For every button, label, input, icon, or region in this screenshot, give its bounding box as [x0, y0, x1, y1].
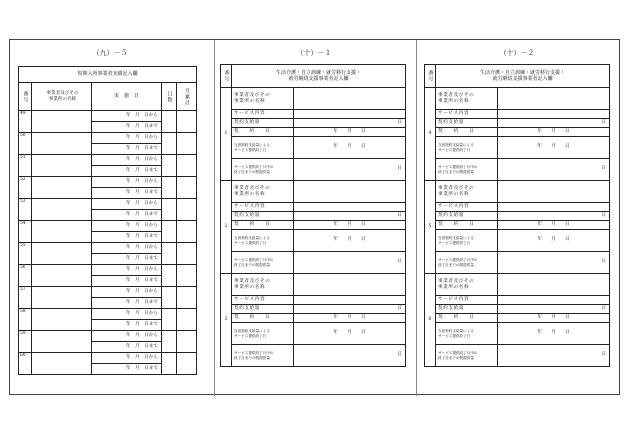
contract-amount-label: 契約支給量 [436, 305, 498, 314]
provider-value[interactable] [294, 88, 406, 110]
provider-cell[interactable] [32, 199, 92, 221]
entry-contract-date-row [425, 314, 610, 323]
row-number: 57 [19, 287, 32, 309]
divider-right [416, 40, 417, 396]
entry-used-amount-row [425, 345, 610, 367]
entry-provider-row [425, 274, 610, 296]
date-from-cell[interactable]: 年 月 日から [92, 353, 162, 364]
end-date-value[interactable]: 年 月 日 [294, 137, 406, 159]
provider-cell[interactable] [32, 265, 92, 287]
service-label: サービス内容 [436, 296, 498, 305]
date-from-cell[interactable]: 年 月 日から [92, 199, 162, 210]
service-value[interactable] [498, 296, 610, 305]
monthly-total-cell[interactable] [177, 331, 197, 353]
contract-amount-value[interactable]: 日 [498, 305, 610, 314]
used-amount-label: サービス提供終了月中の 終了日までの既提供量 [232, 252, 294, 274]
date-from-cell[interactable]: 年 月 日から [92, 287, 162, 298]
date-to-cell[interactable]: 年 月 日まで [92, 122, 162, 133]
days-cell[interactable] [162, 199, 177, 221]
entry-service-row [221, 110, 406, 119]
date-to-cell[interactable]: 年 月 日まで [92, 188, 162, 199]
row-number: 58 [19, 309, 32, 331]
provider-value[interactable] [498, 181, 610, 203]
date-from-cell[interactable]: 年 月 日から [92, 331, 162, 342]
used-amount-label: サービス提供終了月中の 終了日までの既提供量 [232, 345, 294, 367]
entry-contract-amount-row [425, 305, 610, 314]
date-from-cell[interactable]: 年 月 日から [92, 155, 162, 166]
table-row [19, 265, 197, 276]
contract-amount-label: 契約支給量 [232, 119, 294, 128]
end-date-label: 当該契約支給量による サービス提供終了日 [436, 323, 498, 345]
contract-amount-label: 契約支給量 [436, 119, 498, 128]
monthly-total-cell[interactable] [177, 265, 197, 287]
provider-cell[interactable] [32, 221, 92, 243]
service-label: サービス内容 [436, 110, 498, 119]
row-number: 55 [19, 243, 32, 265]
entry-service-row [425, 110, 610, 119]
row-number: 54 [19, 221, 32, 243]
provider-cell[interactable] [32, 155, 92, 177]
end-date-value[interactable]: 年 月 日 [498, 323, 610, 345]
short-stay-title: 短期入所事業者実績記入欄 [19, 67, 197, 83]
date-to-cell[interactable]: 年 月 日まで [92, 166, 162, 177]
entry-contract-amount-row [425, 212, 610, 221]
used-amount-value[interactable]: 日 [294, 159, 406, 181]
monthly-total-cell[interactable] [177, 199, 197, 221]
date-from-cell[interactable]: 年 月 日から [92, 133, 162, 144]
entry-provider-row [425, 88, 610, 110]
contract-amount-value[interactable]: 日 [498, 212, 610, 221]
used-amount-value[interactable]: 日 [498, 159, 610, 181]
contract-date-value[interactable]: 年 月 日 [498, 128, 610, 137]
contract-date-label: 契 約 日 [436, 128, 498, 137]
entry-number: 3 [221, 274, 232, 367]
entry-contract-amount-row [221, 212, 406, 221]
provider-cell[interactable] [32, 177, 92, 199]
entry-contract-date-row [221, 221, 406, 230]
contract-amount-label: 契約支給量 [232, 305, 294, 314]
used-amount-label: サービス提供終了月中の 終了日までの既提供量 [436, 159, 498, 181]
table-row [19, 243, 197, 254]
provider-cell[interactable] [32, 243, 92, 265]
monthly-total-cell[interactable] [177, 243, 197, 265]
entry-provider-row [221, 88, 406, 110]
contract-date-value[interactable]: 年 月 日 [498, 314, 610, 323]
middle-table [220, 64, 406, 367]
used-amount-value[interactable]: 日 [498, 345, 610, 367]
monthly-total-cell[interactable] [177, 309, 197, 331]
provider-cell[interactable] [32, 133, 92, 155]
contract-date-label: 契 約 日 [232, 314, 294, 323]
days-cell[interactable] [162, 287, 177, 309]
days-cell[interactable] [162, 309, 177, 331]
header-days: 日数 [162, 83, 177, 111]
monthly-total-cell[interactable] [177, 353, 197, 375]
row-number: 50 [19, 133, 32, 155]
entry-contract-amount-row [425, 119, 610, 128]
days-cell[interactable] [162, 331, 177, 353]
entry-number: 5 [425, 181, 436, 274]
table-row [19, 221, 197, 232]
left-panel [18, 66, 197, 375]
service-value[interactable] [294, 203, 406, 212]
date-to-cell[interactable]: 年 月 日まで [92, 210, 162, 221]
row-number: 60 [19, 353, 32, 375]
entry-contract-amount-row [221, 119, 406, 128]
provider-value[interactable] [498, 88, 610, 110]
date-to-cell[interactable]: 年 月 日まで [92, 232, 162, 243]
table-row [19, 353, 197, 364]
right-table [424, 64, 610, 367]
service-value[interactable] [498, 203, 610, 212]
provider-cell[interactable] [32, 331, 92, 353]
contract-amount-value[interactable]: 日 [294, 305, 406, 314]
entry-number: 6 [425, 274, 436, 367]
row-number: 49 [19, 111, 32, 133]
entry-service-row [221, 203, 406, 212]
header-provider: 事業者及びその 事業所の名称 [32, 83, 92, 111]
days-cell[interactable] [162, 353, 177, 375]
right-header-title: 生活介護・自立訓練・就労移行支援・ 就労継続支援事業者記入欄 [436, 65, 610, 88]
table-row [19, 177, 197, 188]
row-number: 51 [19, 155, 32, 177]
table-row [19, 287, 197, 298]
end-date-label: 当該契約支給量による サービス提供終了日 [232, 137, 294, 159]
header-implementation: 実 施 日 [92, 83, 162, 111]
right-panel [424, 64, 610, 367]
date-from-cell[interactable]: 年 月 日から [92, 309, 162, 320]
entry-contract-date-row [221, 314, 406, 323]
entry-used-amount-row [221, 159, 406, 181]
provider-cell[interactable] [32, 309, 92, 331]
date-to-cell[interactable]: 年 月 日まで [92, 342, 162, 353]
end-date-label: 当該契約支給量による サービス提供終了日 [436, 137, 498, 159]
table-row [19, 309, 197, 320]
service-label: サービス内容 [232, 296, 294, 305]
days-cell[interactable] [162, 243, 177, 265]
days-cell[interactable] [162, 111, 177, 133]
contract-date-value[interactable]: 年 月 日 [294, 314, 406, 323]
section-title-middle: （十）－１ [296, 49, 332, 57]
date-from-cell[interactable]: 年 月 日から [92, 221, 162, 232]
entry-contract-amount-row [221, 305, 406, 314]
used-amount-value[interactable]: 日 [294, 252, 406, 274]
days-cell[interactable] [162, 155, 177, 177]
section-title-right: （十）－２ [499, 49, 535, 57]
middle-panel [220, 64, 406, 367]
monthly-total-cell[interactable] [177, 155, 197, 177]
table-row [19, 155, 197, 166]
table-row [19, 133, 197, 144]
date-from-cell[interactable]: 年 月 日から [92, 265, 162, 276]
monthly-total-cell[interactable] [177, 133, 197, 155]
used-amount-label: サービス提供終了月中の 終了日までの既提供量 [436, 252, 498, 274]
entry-service-row [425, 203, 610, 212]
days-cell[interactable] [162, 221, 177, 243]
entry-contract-date-row [425, 128, 610, 137]
end-date-label: 当該契約支給量による サービス提供終了日 [232, 230, 294, 252]
service-label: サービス内容 [436, 203, 498, 212]
service-label: サービス内容 [232, 203, 294, 212]
date-to-cell[interactable]: 年 月 日まで [92, 276, 162, 287]
right-header-number: 番号 [425, 65, 436, 88]
provider-label: 事業者及びその 事業所の名称 [232, 274, 294, 296]
entry-end-date-row [221, 230, 406, 252]
entry-number: 1 [221, 88, 232, 181]
provider-cell[interactable] [32, 353, 92, 375]
end-date-value[interactable]: 年 月 日 [498, 230, 610, 252]
entry-provider-row [425, 181, 610, 203]
service-label: サービス内容 [232, 110, 294, 119]
row-number: 53 [19, 199, 32, 221]
contract-amount-value[interactable]: 日 [498, 119, 610, 128]
date-to-cell[interactable]: 年 月 日まで [92, 320, 162, 331]
entry-contract-date-row [425, 221, 610, 230]
entry-used-amount-row [425, 159, 610, 181]
date-to-cell[interactable]: 年 月 日まで [92, 254, 162, 265]
date-from-cell[interactable]: 年 月 日から [92, 243, 162, 254]
contract-date-value[interactable]: 年 月 日 [294, 128, 406, 137]
header-monthly-total: 月累計 [177, 83, 197, 111]
end-date-label: 当該契約支給量による サービス提供終了日 [232, 323, 294, 345]
divider-left [214, 40, 215, 396]
entry-service-row [425, 296, 610, 305]
used-amount-value[interactable]: 日 [498, 252, 610, 274]
header-number: 番号 [19, 83, 32, 111]
end-date-value[interactable]: 年 月 日 [294, 230, 406, 252]
row-number: 56 [19, 265, 32, 287]
monthly-total-cell[interactable] [177, 287, 197, 309]
contract-date-label: 契 約 日 [232, 221, 294, 230]
contract-date-value[interactable]: 年 月 日 [294, 221, 406, 230]
provider-label: 事業者及びその 事業所の名称 [436, 88, 498, 110]
service-value[interactable] [498, 110, 610, 119]
section-title-left: （九）－５ [92, 49, 128, 57]
days-cell[interactable] [162, 133, 177, 155]
entry-provider-row [221, 274, 406, 296]
used-amount-label: サービス提供終了月中の 終了日までの既提供量 [232, 159, 294, 181]
used-amount-label: サービス提供終了月中の 終了日までの既提供量 [436, 345, 498, 367]
provider-cell[interactable] [32, 287, 92, 309]
entry-used-amount-row [221, 252, 406, 274]
date-from-cell[interactable]: 年 月 日から [92, 177, 162, 188]
provider-label: 事業者及びその 事業所の名称 [232, 181, 294, 203]
table-row [19, 331, 197, 342]
entry-end-date-row [425, 137, 610, 159]
contract-date-label: 契 約 日 [232, 128, 294, 137]
provider-value[interactable] [294, 181, 406, 203]
monthly-total-cell[interactable] [177, 111, 197, 133]
end-date-label: 当該契約支給量による サービス提供終了日 [436, 230, 498, 252]
used-amount-value[interactable]: 日 [294, 345, 406, 367]
table-row [19, 111, 197, 122]
entry-used-amount-row [425, 252, 610, 274]
contract-date-label: 契 約 日 [436, 314, 498, 323]
service-value[interactable] [294, 296, 406, 305]
entry-end-date-row [425, 230, 610, 252]
days-cell[interactable] [162, 265, 177, 287]
entry-end-date-row [425, 323, 610, 345]
monthly-total-cell[interactable] [177, 177, 197, 199]
contract-date-label: 契 約 日 [436, 221, 498, 230]
days-cell[interactable] [162, 177, 177, 199]
row-number: 52 [19, 177, 32, 199]
entry-provider-row [221, 181, 406, 203]
entry-used-amount-row [221, 345, 406, 367]
short-stay-table [18, 66, 197, 375]
middle-header-number: 番号 [221, 65, 232, 88]
provider-value[interactable] [498, 274, 610, 296]
date-to-cell[interactable]: 年 月 日まで [92, 298, 162, 309]
end-date-value[interactable]: 年 月 日 [294, 323, 406, 345]
contract-date-value[interactable]: 年 月 日 [498, 221, 610, 230]
contract-amount-value[interactable]: 日 [294, 212, 406, 221]
entry-number: 4 [425, 88, 436, 181]
row-number: 59 [19, 331, 32, 353]
monthly-total-cell[interactable] [177, 221, 197, 243]
entry-service-row [221, 296, 406, 305]
provider-label: 事業者及びその 事業所の名称 [232, 88, 294, 110]
entry-end-date-row [221, 323, 406, 345]
contract-amount-value[interactable]: 日 [294, 119, 406, 128]
contract-amount-label: 契約支給量 [436, 212, 498, 221]
contract-amount-label: 契約支給量 [232, 212, 294, 221]
end-date-value[interactable]: 年 月 日 [498, 137, 610, 159]
entry-end-date-row [221, 137, 406, 159]
provider-label: 事業者及びその 事業所の名称 [436, 181, 498, 203]
date-from-cell[interactable]: 年 月 日から [92, 111, 162, 122]
provider-label: 事業者及びその 事業所の名称 [436, 274, 498, 296]
provider-value[interactable] [294, 274, 406, 296]
middle-header-title: 生活介護・自立訓練・就労移行支援・ 就労継続支援事業者記入欄 [232, 65, 406, 88]
entry-contract-date-row [221, 128, 406, 137]
entry-number: 2 [221, 181, 232, 274]
date-to-cell[interactable]: 年 月 日まで [92, 144, 162, 155]
service-value[interactable] [294, 110, 406, 119]
provider-cell[interactable] [32, 111, 92, 133]
date-to-cell[interactable]: 年 月 日まで [92, 364, 162, 375]
table-row [19, 199, 197, 210]
